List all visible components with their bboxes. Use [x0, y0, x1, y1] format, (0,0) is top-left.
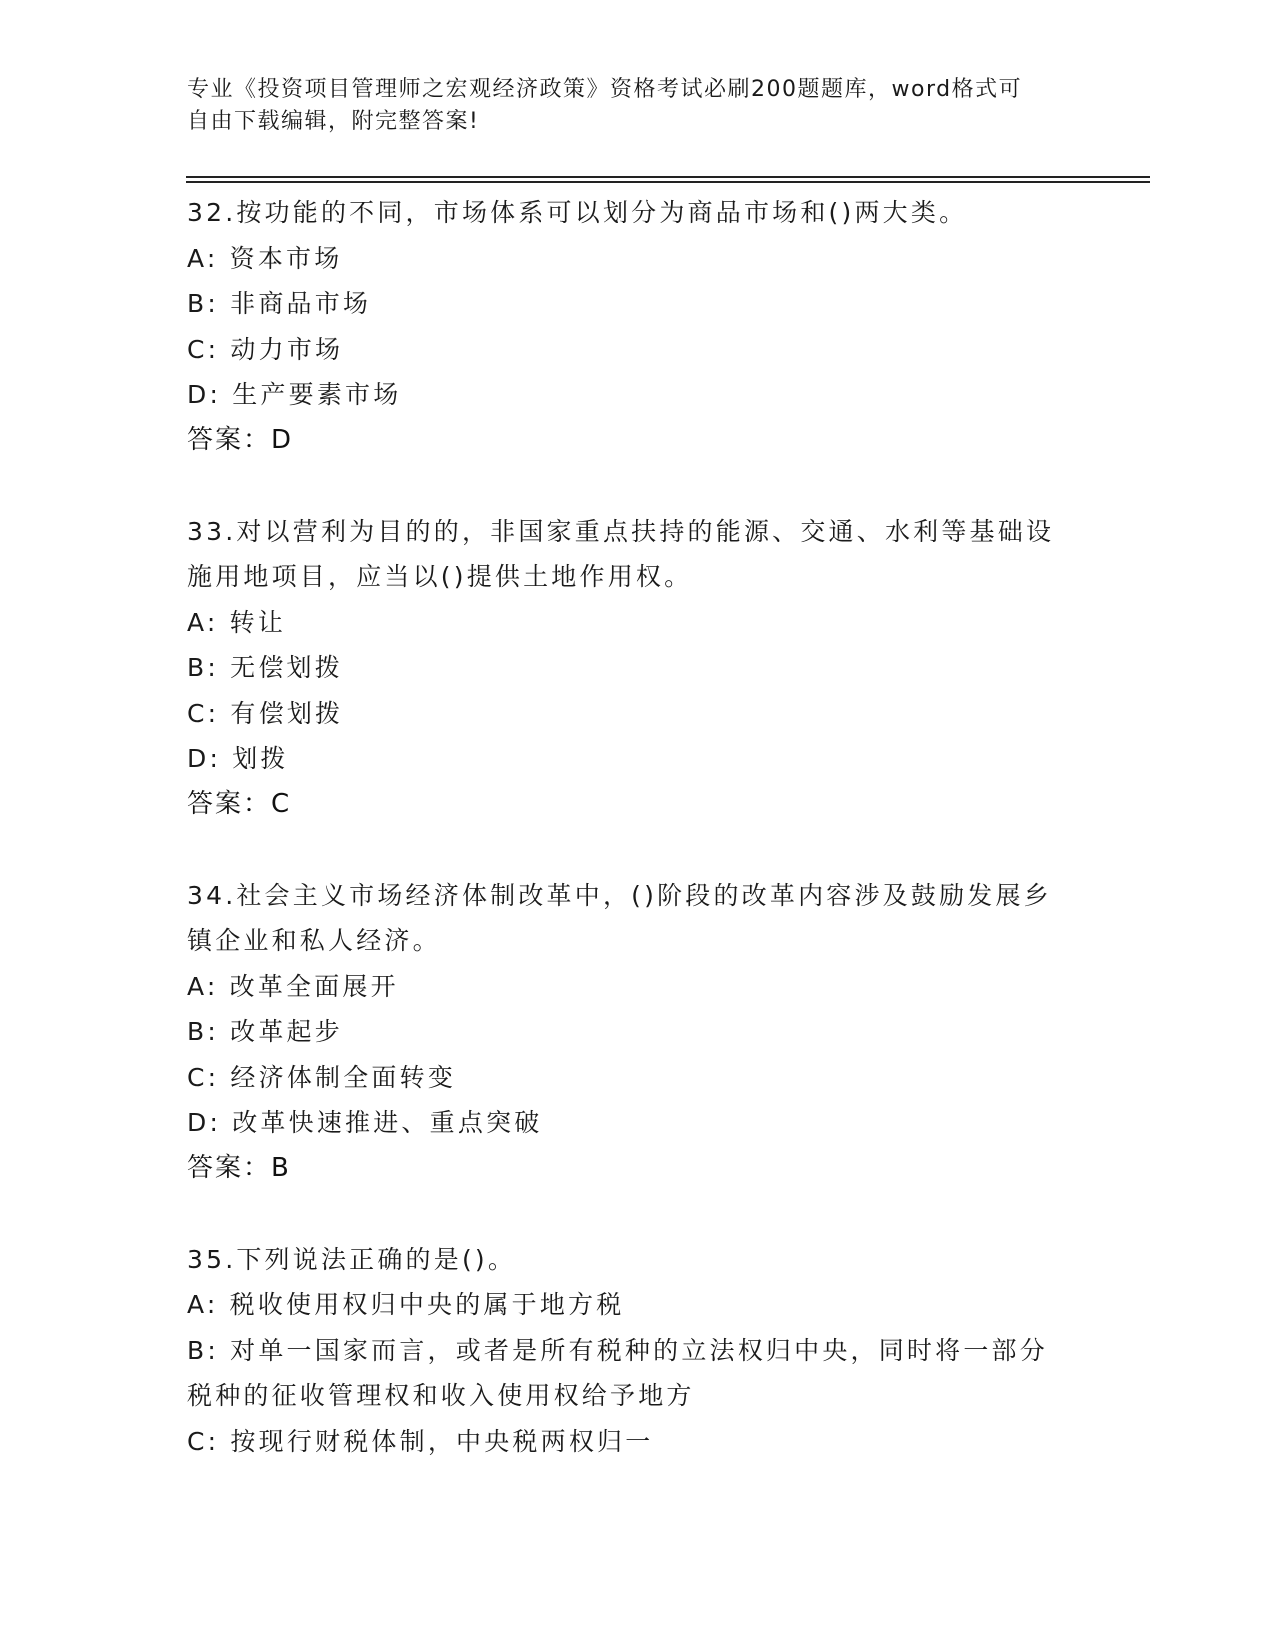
- option-d: D: 改革快速推进、重点突破: [187, 1108, 543, 1137]
- question-stem: 35.下列说法正确的是()。: [187, 1244, 517, 1274]
- document-header: [187, 74, 1067, 138]
- header-divider-bottom: [186, 181, 1150, 183]
- question-stem: 34.社会主义市场经济体制改革中，()阶段的改革内容涉及鼓励发展乡: [187, 880, 1052, 910]
- question-block-33: [187, 509, 1087, 828]
- question-stem: 32.按功能的不同，市场体系可以划分为商品市场和()两大类。: [187, 198, 968, 227]
- question-spacer: [187, 1191, 1087, 1237]
- header-divider-top: [186, 176, 1150, 178]
- header-line-1: 专业《投资项目管理师之宏观经济政策》资格考试必刷200题题库，word格式可: [187, 77, 1023, 102]
- option-a: A: 改革全面展开: [187, 971, 399, 1001]
- option-b: B: 改革起步: [187, 1017, 343, 1046]
- option-c: C: 按现行财税体制，中央税两权归一: [187, 1426, 654, 1456]
- option-a: A: 转让: [187, 607, 287, 637]
- question-block-34: [187, 873, 1087, 1192]
- answer-text: 答案：D: [187, 424, 294, 455]
- option-a: A: 资本市场: [187, 243, 343, 273]
- question-stem: 33.对以营利为目的的，非国家重点扶持的能源、交通、水利等基础设: [187, 516, 1055, 546]
- option-c: C: 经济体制全面转变: [187, 1062, 457, 1092]
- answer-text: 答案：B: [187, 1152, 291, 1183]
- answer-text: 答案：C: [187, 788, 292, 819]
- option-b-continued: 税种的征收管理权和收入使用权给予地方: [187, 1381, 695, 1410]
- option-b: B: 非商品市场: [187, 289, 372, 318]
- option-d: D: 划拨: [187, 744, 289, 773]
- question-spacer: [187, 827, 1087, 873]
- question-block-35: [187, 1237, 1087, 1465]
- option-b: B: 对单一国家而言，或者是所有税种的立法权归中央，同时将一部分: [187, 1335, 1048, 1365]
- option-c: C: 动力市场: [187, 334, 344, 364]
- question-spacer: [187, 463, 1087, 509]
- header-line-2: 自由下载编辑，附完整答案!: [187, 109, 480, 134]
- option-d: D: 生产要素市场: [187, 380, 402, 409]
- option-b: B: 无偿划拨: [187, 653, 343, 682]
- question-stem-continued: 镇企业和私人经济。: [187, 926, 441, 955]
- question-list: [187, 190, 1087, 1464]
- option-c: C: 有偿划拨: [187, 698, 344, 728]
- option-a: A: 税收使用权归中央的属于地方税: [187, 1290, 625, 1319]
- question-stem-continued: 施用地项目，应当以()提供土地作用权。: [187, 562, 693, 591]
- question-block-32: [187, 190, 1087, 463]
